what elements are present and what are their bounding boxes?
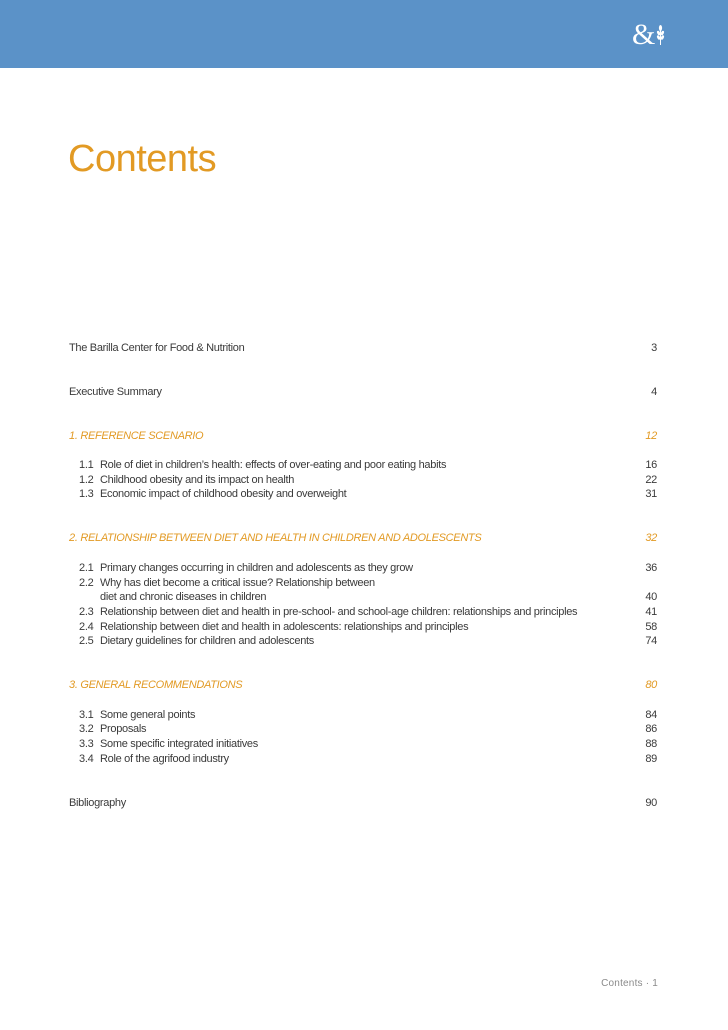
toc-entry-number: 2.5	[79, 635, 94, 647]
toc-entry-title: Role of the agrifood industry	[100, 753, 229, 765]
toc-entry-2-3[interactable]	[69, 605, 657, 619]
toc-entry-page: 16	[645, 459, 657, 471]
toc-entry-number: 1.1	[79, 459, 94, 471]
toc-entry-3-4[interactable]	[69, 752, 657, 766]
toc-section-title: 1. REFERENCE SCENARIO	[69, 430, 204, 442]
toc-entry-bibliography[interactable]	[69, 796, 657, 810]
toc-entry-1-2[interactable]	[69, 473, 657, 487]
toc-entry-number: 2.2	[79, 577, 94, 589]
toc-entry-title: Why has diet become a critical issue? Relationship between	[100, 577, 375, 589]
toc-entry-executive-summary[interactable]	[69, 385, 657, 399]
ampersand-logo-glyph: &	[632, 18, 656, 51]
toc-entry-2-1[interactable]	[69, 561, 657, 575]
toc-entry-number: 3.4	[79, 753, 94, 765]
toc-entry-title: Childhood obesity and its impact on health	[100, 474, 295, 486]
toc-entry-1-3[interactable]	[69, 487, 657, 501]
toc-entry-page: 4	[651, 386, 657, 398]
toc-entry-2-4[interactable]	[69, 620, 657, 634]
toc-entry-title: Bibliography	[69, 797, 126, 809]
toc-entry-title: The Barilla Center for Food & Nutrition	[69, 342, 245, 354]
toc-entry-title: Relationship between diet and health in adolescents: relationships and principles	[100, 621, 469, 633]
toc-entry-3-3[interactable]	[69, 737, 657, 751]
toc-entry-title: Economic impact of childhood obesity and overweight	[100, 488, 347, 500]
toc-entry-title: Some general points	[100, 709, 196, 721]
toc-entry-2-2-continued[interactable]	[69, 590, 657, 604]
page-title: Contents	[68, 138, 217, 180]
toc-section-title: 3. GENERAL RECOMMENDATIONS	[69, 679, 243, 691]
toc-entry-number: 2.1	[79, 562, 94, 574]
toc-entry-page: 41	[645, 606, 657, 618]
toc-entry-3-1[interactable]	[69, 708, 657, 722]
toc-entry-page: 88	[645, 738, 657, 750]
toc-entry-page: 84	[645, 709, 657, 721]
toc-entry-number: 2.4	[79, 621, 94, 633]
toc-entry-number: 1.3	[79, 488, 94, 500]
toc-entry-title: Relationship between diet and health in pre-school- and school-age children: relationships and principles	[100, 606, 578, 618]
toc-entry-page: 89	[645, 753, 657, 765]
toc-entry-number: 3.3	[79, 738, 94, 750]
toc-entry-title: Some specific integrated initiatives	[100, 738, 258, 750]
toc-section-1[interactable]	[69, 429, 657, 443]
toc-entry-2-2[interactable]	[69, 576, 657, 590]
page-footer: Contents · 1	[601, 978, 658, 989]
toc-entry-page: 90	[645, 797, 657, 809]
toc-entry-1-1[interactable]	[69, 458, 657, 472]
toc-entry-2-5[interactable]	[69, 634, 657, 648]
toc-entry-page: 31	[645, 488, 657, 500]
toc-entry-number: 1.2	[79, 474, 94, 486]
toc-section-page: 12	[645, 430, 657, 442]
toc-entry-page: 22	[645, 474, 657, 486]
toc-entry-title: Executive Summary	[69, 386, 162, 398]
toc-section-title: 2. RELATIONSHIP BETWEEN DIET AND HEALTH IN CHILDREN AND ADOLESCENTS	[69, 532, 482, 544]
toc-entry-page: 36	[645, 562, 657, 574]
toc-entry-page: 58	[645, 621, 657, 633]
toc-section-page: 32	[645, 532, 657, 544]
toc-entry-title-continued: diet and chronic diseases in children	[100, 591, 267, 603]
toc-entry-title: Proposals	[100, 723, 147, 735]
toc-section-page: 80	[645, 679, 657, 691]
toc-entry-3-2[interactable]	[69, 722, 657, 736]
toc-entry-number: 3.1	[79, 709, 94, 721]
toc-entry-title: Role of diet in children’s health: effects of over-eating and poor eating habits	[100, 459, 447, 471]
toc-entry-number: 3.2	[79, 723, 94, 735]
toc-section-2[interactable]	[69, 531, 657, 545]
toc-entry-title: Primary changes occurring in children and adolescents as they grow	[100, 562, 413, 574]
toc-entry-page: 3	[651, 342, 657, 354]
toc-entry-title: Dietary guidelines for children and adolescents	[100, 635, 314, 647]
toc-entry-number: 2.3	[79, 606, 94, 618]
toc-entry-page: 40	[645, 591, 657, 603]
toc-entry-barilla-center[interactable]	[69, 341, 657, 355]
toc-section-3[interactable]	[69, 678, 657, 692]
toc-entry-page: 86	[645, 723, 657, 735]
toc-entry-page: 74	[645, 635, 657, 647]
